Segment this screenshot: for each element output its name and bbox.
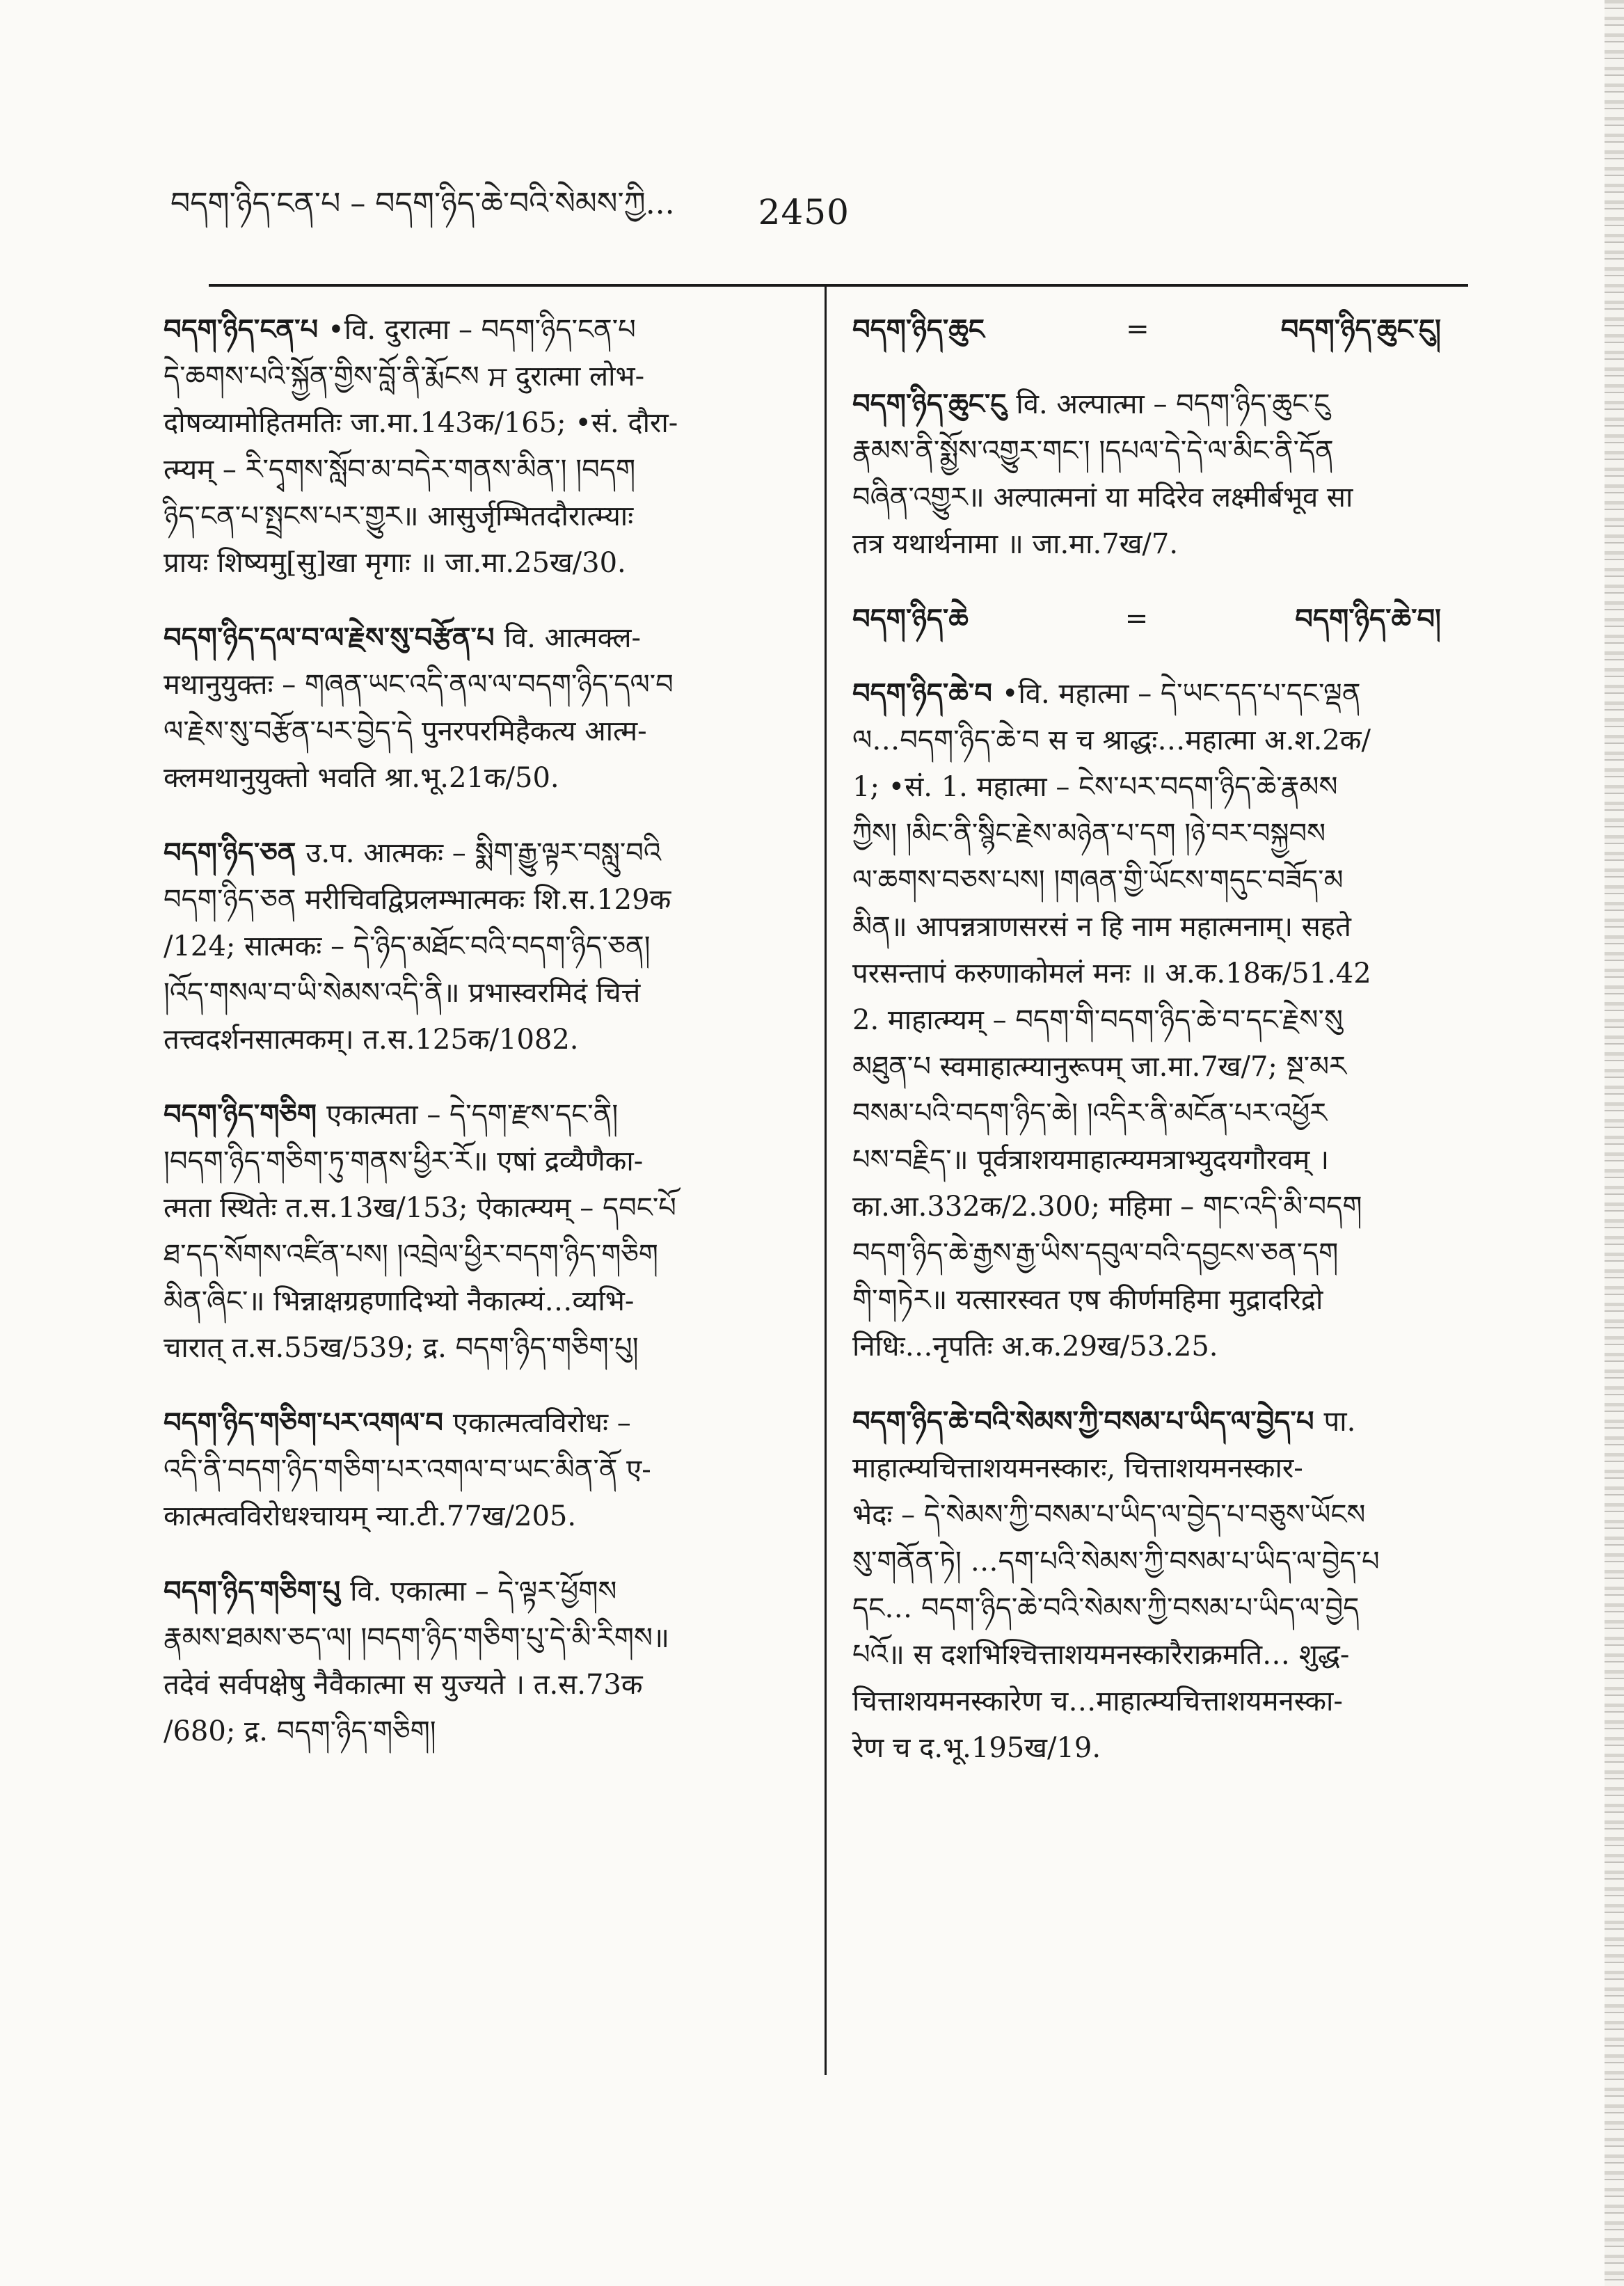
dictionary-entry (164, 1091, 786, 1372)
cross-reference (852, 596, 1465, 642)
entry-text: वि. एकात्मा – དེ་ལྟར་ཕྱོགས (350, 1575, 617, 1608)
entry-text: एकात्मत्वविरोधः – (452, 1407, 631, 1439)
entry-line: པས་བརྗིད་॥ पूर्वत्राशयमाहात्म्यमत्राभ्युदयगौरवम् । (852, 1144, 1330, 1176)
dictionary-entry (164, 614, 786, 802)
entry-line (164, 830, 786, 877)
dictionary-entry (164, 1399, 786, 1540)
entry-headword: བདག་ཉིད་ཆེ་བའི་སེམས་ཀྱི་བསམ་པ་ཡིད་ལ་བྱེད་པ (852, 1405, 1314, 1438)
entry-line (164, 1568, 786, 1615)
entry-line (852, 670, 1465, 717)
entry-line: འདི་ནི་བདག་ཉིད་གཅིག་པར་འགལ་བ་ཡང་མིན་ནོ ए- (164, 1454, 651, 1486)
entry-line: 2. माहात्म्यम् – བདག་གི་བདག་ཉིད་ཆེ་བ་དང་རྗེས་སུ (852, 1004, 1343, 1036)
entry-headword: བདག་ཉིད་ཅན (164, 836, 296, 869)
dictionary-entry (852, 670, 1465, 1370)
column-divider (825, 287, 827, 2075)
entry-line: རྣམས་ནི་སྨྱོས་འགྱུར་གང་། །དཔལ་དེ་དེ་ལ་མིང་ནི་དོན (852, 435, 1334, 467)
header-rule (209, 284, 1468, 287)
left-column (164, 306, 786, 1783)
scanned-page-edge (1605, 0, 1624, 2286)
entry-line: ལ་ཆགས་བཅས་པས། །གཞན་གྱི་ཡོངས་གདུང་བཟོད་མ (852, 864, 1344, 896)
entry-text: वि. अल्पात्मा – བདག་ཉིད་ཆུང་ངུ (1016, 388, 1330, 420)
equals-sign: = (1124, 603, 1149, 635)
dictionary-entry (852, 381, 1465, 568)
entry-line: ཐ་དད་སོགས་འཛིན་པས། །འབྲེལ་ཕྱིར་བདག་ཉིད་གཅིག (164, 1239, 658, 1271)
entry-line: क्लमथानुयुक्तो भवति श्रा.भू.21क/50. (164, 762, 559, 794)
entry-line: मथानुयुक्तः – གཞན་ཡང་འདི་ནལ་ལ་བདག་ཉིད་དལ་བ (164, 669, 674, 701)
entry-line: མིན་ཞིང་॥ भिन्नाक्षग्रहणादिभ्यो नैकात्म्यं…व्यभि- (164, 1285, 635, 1317)
dictionary-entry (852, 1398, 1465, 1772)
entry-line (164, 1091, 786, 1138)
entry-headword: བདག་ཉིད་དལ་བ་ལ་རྗེས་སུ་བརྩོན་པ (164, 621, 495, 654)
entry-line: कात्मत्वविरोधश्चायम् न्या.टी.77ख/205. (164, 1500, 577, 1532)
right-column (852, 306, 1465, 1800)
entry-line (852, 381, 1465, 428)
entry-text: •वि. दुरात्मा – བདག་ཉིད་ངན་པ (328, 314, 636, 346)
entry-headword: བདག་ཉིད་ངན་པ (164, 313, 319, 346)
entry-line: མཐུན་པ स्वमाहात्म्यानुरूपम् जा.मा.7ख/7; སྔ་མར (852, 1051, 1347, 1083)
entry-line: ལ…བདག་ཉིད་ཆེ་བ स च श्राद्धः…महात्मा अ.श.2क/ (852, 724, 1371, 756)
entry-text: वि. आत्मक्ल- (504, 622, 642, 654)
entry-line: བཞིན་འགྱུར॥ अल्पात्मनां या मदिरेव लक्ष्मीर्बभूव सा (852, 482, 1353, 514)
entry-line: པའོ॥ स दशभिश्चित्ताशयमनस्कारैराक्रमति… शुद्ध- (852, 1639, 1350, 1671)
entry-line: ལ་རྗེས་སུ་བརྩོན་པར་བྱེད་དེ पुनरपरमिहैकत्य आत्म- (164, 715, 647, 747)
entry-line: དང… བདག་ཉིད་ཆེ་བའི་སེམས་ཀྱི་བསམ་པ་ཡིད་ལ་བྱེད (852, 1592, 1360, 1624)
entry-line: तत्र यथार्थनामा ॥ जा.मा.7ख/7. (852, 528, 1179, 560)
equals-sign: = (1126, 313, 1149, 345)
entry-line: དེ་ཆགས་པའི་སྐྱོན་གྱིས་བློ་ནི་རྨོངས ਸ दुरात्मा लोभ- (164, 360, 645, 392)
entry-line: །བདག་ཉིད་གཅིག་ཏུ་གནས་ཕྱིར་རོ॥ एषां द्रव्यैणैका- (164, 1145, 644, 1177)
entry-line: भेदः – དེ་སེམས་ཀྱི་བསམ་པ་ཡིད་ལ་བྱེད་པ་བཅུས་ཡོངས (852, 1499, 1366, 1531)
entry-line: परसन्तापं करुणाकोमलं मनः ॥ अ.क.18क/51.42 (852, 958, 1371, 990)
entry-headword: བདག་ཉིད་གཅིག་པར་འགལ་བ (164, 1406, 443, 1439)
page-number: 2450 (758, 192, 850, 232)
xref-target: བདག་ཉིད་ཆུང་ངུ། (1280, 313, 1441, 346)
entry-line: त्मता स्थितेः त.स.13ख/153; ऐकात्म्यम् – དབང་པོ (164, 1192, 676, 1224)
entry-line: तदेवं सर्वपक्षेषु नैवैकात्मा स युज्यते । त.स.73क (164, 1669, 643, 1701)
entry-headword: བདག་ཉིད་ཆེ (852, 603, 969, 635)
entry-line: བདག་ཉིད་ཆེ་རྒྱས་རྒྱ་ཡིས་དབུལ་བའི་དབྱངས་ཅན་དག (852, 1237, 1339, 1269)
dictionary-entry (164, 1568, 786, 1755)
entry-headword: བདག་ཉིད་ཆུང་ངུ (852, 388, 1007, 420)
dictionary-entry (164, 830, 786, 1063)
entry-headword: བདག་ཉིད་ཆེ་བ (852, 677, 992, 710)
entry-line: प्रायः शिष्यमु[सु]खा मृगाः ॥ जा.मा.25ख/30. (164, 547, 626, 579)
entry-line: /680; द्र. བདག་ཉིད་གཅིག། (164, 1715, 436, 1747)
entry-line: माहात्म्यचित्ताशयमनस्कारः, चित्ताशयमनस्कार- (852, 1452, 1303, 1484)
xref-target: བདག་ཉིད་ཆེ་བ། (1295, 603, 1441, 635)
entry-line: 1; •सं. 1. महात्मा – ངེས་པར་བདག་ཉིད་ཆེ་རྣམས (852, 771, 1338, 803)
page-header (170, 184, 866, 240)
entry-line: རྣམས་ཐམས་ཅད་ལ། །བདག་ཉིད་གཅིག་པུ་དེ་མི་རིགས॥ (164, 1622, 669, 1654)
entry-text: उ.प. आत्मकः – སྨིག་རྒྱུ་ལྟར་བསླུ་བའི (305, 837, 662, 869)
entry-line: སུ་གནོན་ཏེ། …དག་པའི་སེམས་ཀྱི་བསམ་པ་ཡིད་ལ་བྱེད་པ (852, 1546, 1380, 1578)
cross-reference (852, 306, 1465, 353)
entry-line: །འོད་གསལ་བ་ཡི་སེམས་འདི་ནི॥ प्रभास्वरमिदं चित्तं (164, 977, 641, 1009)
entry-line (852, 1398, 1465, 1445)
entry-line: दोषव्यामोहितमतिः जा.मा.143क/165; •सं. दौरा- (164, 407, 678, 439)
entry-line: चारात् त.स.55ख/539; द्र. བདག་ཉིད་གཅིག་པུ། (164, 1332, 639, 1364)
entry-line: निधिः…नृपतिः अ.क.29ख/53.25. (852, 1331, 1218, 1363)
entry-line: का.आ.332क/2.300; महिमा – གང་འདི་མི་བདག (852, 1191, 1362, 1223)
entry-line: तत्त्वदर्शनसात्मकम्। त.स.125क/1082. (164, 1024, 579, 1056)
entry-line: रेण च द.भू.195ख/19. (852, 1732, 1101, 1764)
header-range: བདག་ཉིད་ངན་པ – བདག་ཉིད་ཆེ་བའི་སེམས་ཀྱི... (170, 186, 675, 221)
entry-line: त्म्यम् – རི་དྭགས་སློབ་མ་བདེར་གནས་མིན་། །བདག (164, 454, 636, 486)
entry-headword: བདག་ཉིད་ཆུང (852, 313, 985, 346)
entry-line (164, 306, 786, 354)
dictionary-entry (164, 306, 786, 587)
entry-text: पा. (1323, 1406, 1356, 1438)
entry-headword: བདག་ཉིད་གཅིག (164, 1098, 317, 1131)
entry-headword: བདག་ཉིད་གཅིག་པུ (164, 1575, 341, 1608)
entry-text: •वि. महात्मा – དེ་ཡང་དད་པ་དང་ལྡན (1001, 678, 1361, 710)
entry-line: མིན॥ आपन्नत्राणसरसं न हि नाम महात्मनाम्। सहते (852, 911, 1351, 943)
entry-line (164, 614, 786, 662)
entry-line (164, 1399, 786, 1447)
entry-line: བདག་ཉིད་ཅན मरीचिवद्विप्रलम्भात्मकः शि.स.129क (164, 884, 671, 916)
entry-line: ཀྱིས། །མིང་ནི་སྙིང་རྗེས་མཉེན་པ་དག །ཉེ་བར་བསྐྱབས (852, 818, 1326, 850)
entry-text: एकात्मता – དེ་དག་རྫས་དང་ནི། (326, 1099, 619, 1131)
entry-line: གི་གཏེར॥ यत्सारस्वत एष कीर्णमहिमा मुद्रादरिद्रो (852, 1284, 1323, 1316)
entry-line: /124; सात्मकः – དེ་ཉིད་མཐོང་བའི་བདག་ཉིད་ཅན། (164, 930, 651, 962)
entry-line: ཉིད་ངན་པ་སྤྲངས་པར་གྱུར॥ आसुर्जृम्भितदौरात्म्याः (164, 500, 634, 532)
entry-line: चित्ताशयमनस्कारेण च…माहात्म्यचित्ताशयमनस्का- (852, 1685, 1343, 1717)
entry-line: བསམ་པའི་བདག་ཉིད་ཆེ། །འདིར་ནི་མངོན་པར་འཕྱོར (852, 1097, 1328, 1129)
